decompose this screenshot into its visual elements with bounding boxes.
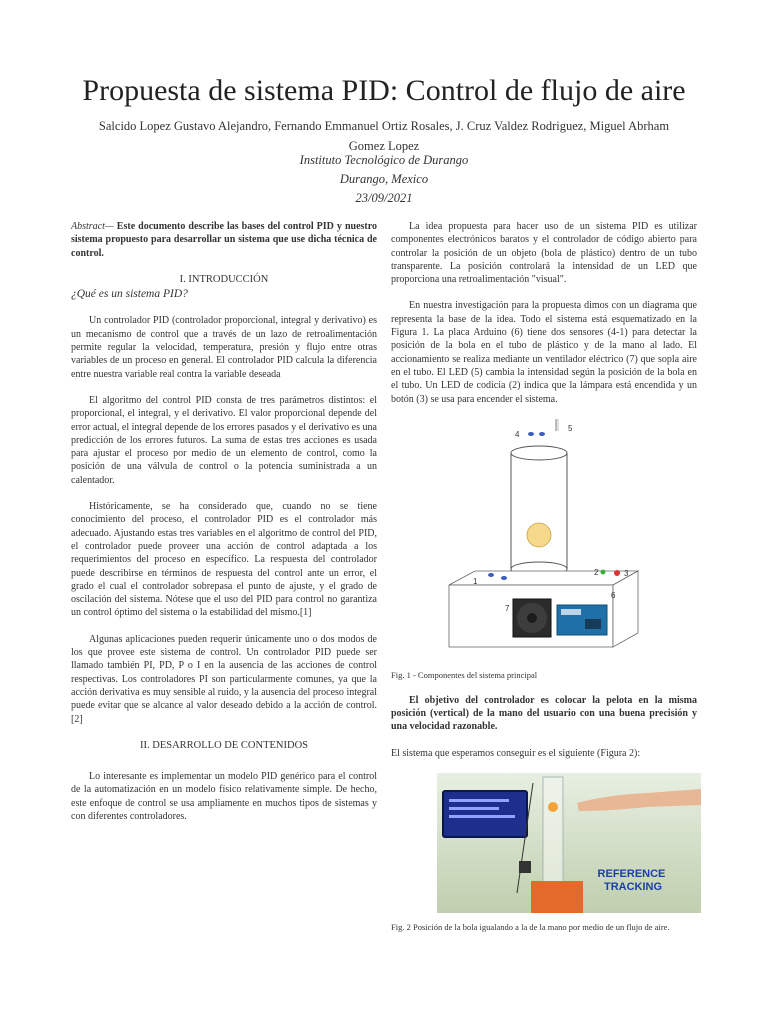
fig1-label: 4: [515, 429, 520, 439]
paragraph: Algunas aplicaciones pueden requerir únicamente uno o dos modos de los que provee este sistema de control. Un controlador PID puede ser llamado también PI, PD, P o I en la ausencia de las acciones de control respectivas. Los controladores PI son particularmente comunes, ya que la acción derivativa es muy sensible al ruido, y la ausencia del proceso integral puede evitar que se alcance al valor deseado debido a la acción de control.[2]: [71, 633, 377, 725]
fig1-label: 3: [624, 568, 629, 578]
institution: Instituto Tecnológico de Durango: [299, 153, 469, 167]
author-list: Salcido Lopez Gustavo Alejandro, Fernando Emmanuel Ortiz Rosales, J. Cruz Valdez Rodriguez, Miguel Abrham Gomez Lopez: [98, 119, 670, 153]
section-heading-development: II. DESARROLLO DE CONTENIDOS: [140, 739, 308, 751]
section-heading-intro: I. INTRODUCCIÓN: [179, 273, 269, 285]
paragraph: En nuestra investigación para la propuesta dimos con un diagrama que representa la base de la idea. Todo el sistema está esquematizado en la Figura 1. La placa Arduino (6) tiene dos sensores (4-1) para detectar la posición de la bola en el tubo de plástico y de la mano al lado. El accionamiento se realiza mediante un ventilador eléctrico (7) que sopla aire en el tubo. El LED (5) cambia la intensidad según la posición de la bola en el tubo. Un LED de codicia (2) indica que la lámpara está encendida y un botón (3) se usa para encender el sistema.: [391, 300, 697, 405]
paragraph: Un controlador PID (controlador proporcional, integral y derivativo) es un mecanismo de control que a través de un lazo de retroalimentación permite regular la velocidad, temperatura, presión y flujo entre otras variables de un proceso en general. El controlador PID calcula la diferencia entre nuestra variable real contra la variable deseada: [71, 315, 377, 380]
fig2-overlay-text: [598, 868, 669, 893]
figure-2-caption: Fig. 2 Posición de la bola igualando a la de la mano por medio de un flujo de aire.: [391, 922, 670, 933]
figure-1-system-diagram: [391, 419, 697, 659]
paragraph: Históricamente, se ha considerado que, cuando no se tiene conocimiento del proceso, el controlador PID es el controlador más adecuado. Ajustando estas tres variables en el algoritmo de control del PID, el controlador puede proveer una acción de control adaptada a los requerimientos del proceso en específico. La respuesta del controlador puede describirse en términos de respuesta del control ante un error, el grado el cual el controlador sobrepasa el punto de ajuste, y el grado de oscilación del sistema. Nótese que el uso del PID para control no garantiza un control óptimo del sistema o la estabilidad del mismo.[1]: [71, 501, 377, 619]
abstract-text: Este documento describe las bases del control PID y nuestro sistema propuesto para desarrollar un sistema que use dicha técnica de control.: [71, 221, 377, 259]
abstract-label: Abstract—: [71, 221, 114, 232]
figure-1-caption: Fig. 1 - Componentes del sistema principal: [391, 669, 538, 680]
fig1-label: 5: [568, 423, 573, 433]
fig2-overlay-line: REFERENCE: [597, 868, 666, 881]
figure-2-photo: [437, 773, 701, 913]
fig1-label: 6: [611, 590, 616, 600]
location: Durango, Mexico: [339, 172, 429, 186]
subsection-heading: ¿Qué es un sistema PID?: [71, 288, 188, 301]
abstract: [71, 220, 377, 260]
left-column: [71, 220, 377, 836]
fig1-label: 2: [594, 567, 599, 577]
paragraph: La idea propuesta para hacer uso de un sistema PID es utilizar componentes electrónicos baratos y el controlador de código abierto para controlar la posición de un objeto (bola de plástico) dentro de un tubo transparente. La posición controlará la intensidad de un LED que proporciona una retroalimentación "visual".: [391, 221, 697, 286]
paragraph: El algoritmo del control PID consta de tres parámetros distintos: el proporcional, el integral, y el derivativo. El valor proporcional depende del error actual, el integral depende de los errores pasados y el derivativo es una predicción de los errores futuros. La suma de estas tres acciones es usada para ajustar el proceso por medio de un elemento de control, como la posición de una válvula de control o la potencia suministrada a un calentador.: [71, 394, 377, 486]
paper-title: Propuesta de sistema PID: Control de flujo de aire: [82, 74, 686, 107]
paragraph: Lo interesante es implementar un modelo PID genérico para el control de la automatización en un modelo físico relativamente simple. De hecho, este enfoque de control se usa ampliamente en muchos tipos de sistemas y con diferentes controladores.: [71, 771, 377, 822]
fig2-overlay-line: TRACKING: [603, 881, 663, 894]
paragraph: El sistema que esperamos conseguir es el siguiente (Figura 2):: [391, 747, 641, 759]
date: 23/09/2021: [355, 191, 413, 205]
fig1-label: 7: [505, 603, 510, 613]
bold-paragraph: El objetivo del controlador es colocar la pelota en la misma posición (vertical) de la mano del usuario con una buena precisión y una velocidad razonable.: [391, 694, 697, 733]
right-column: [391, 220, 697, 946]
fig1-label: 1: [473, 576, 478, 586]
